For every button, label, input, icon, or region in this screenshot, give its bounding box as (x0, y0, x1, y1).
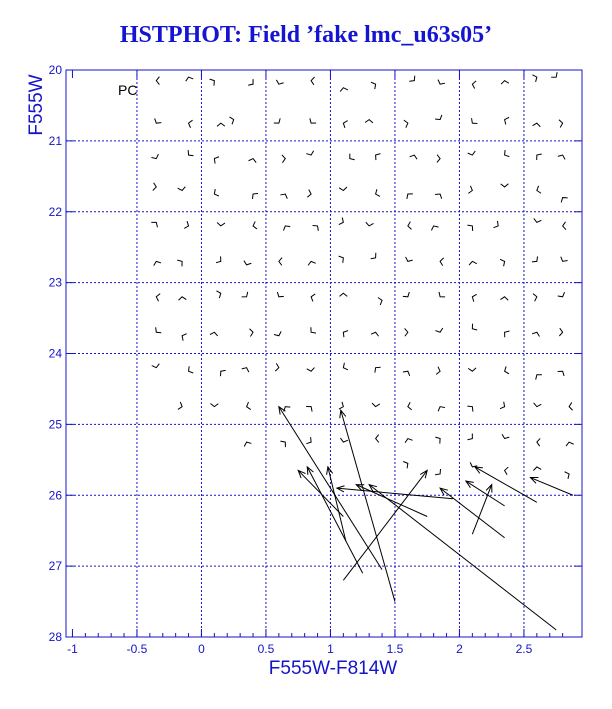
vector-arrow (307, 467, 362, 573)
vector-point (210, 332, 218, 336)
y-axis-label: F555W (26, 74, 47, 136)
vector-point (184, 221, 188, 228)
vector-point (340, 88, 348, 92)
vector-point (406, 257, 413, 261)
vector-point (308, 261, 316, 265)
x-tick-label: -1 (67, 642, 78, 656)
vector-point (472, 294, 476, 301)
vector-arrow (369, 485, 556, 630)
vector-point (566, 442, 574, 446)
y-tick-label: 23 (48, 275, 62, 290)
vector-point (371, 332, 379, 336)
vector-point (376, 154, 381, 160)
vector-point (404, 120, 408, 128)
vector-point (500, 297, 508, 300)
vector-point (217, 123, 225, 126)
vector-point (339, 217, 344, 224)
vector-point (409, 76, 414, 82)
vector-point (467, 434, 472, 440)
x-tick-label: 0.5 (257, 642, 275, 656)
vector-point (435, 328, 442, 332)
chart-title: HSTPHOT: Field ’fake lmc_u63s05’ (119, 22, 493, 48)
vector-point (505, 117, 509, 124)
vector-point (438, 80, 445, 85)
vector-point (440, 258, 444, 266)
vector-point (532, 332, 539, 336)
vector-point (217, 223, 225, 226)
vector-point (151, 154, 158, 159)
vector-point (405, 328, 408, 336)
vector-point (210, 403, 218, 406)
vector-point (410, 155, 417, 159)
vector-point (216, 291, 220, 298)
vector-point (533, 294, 537, 302)
vector-point (253, 221, 257, 229)
vector-point (532, 256, 538, 261)
vector-point (403, 371, 410, 376)
vector-point (229, 117, 233, 124)
vector-point (371, 253, 376, 259)
vector-point (177, 260, 182, 266)
vector-point (405, 439, 412, 443)
vector-point (435, 194, 442, 199)
vector-arrow (356, 485, 427, 517)
vector-point (214, 157, 219, 164)
vector-point (561, 198, 567, 203)
vector-point (501, 184, 509, 187)
y-tick-label: 28 (48, 630, 62, 644)
vector-point (558, 155, 565, 159)
vector-point (216, 256, 221, 262)
vector-point (505, 150, 510, 157)
vector-point (153, 183, 157, 191)
y-tick-label: 26 (48, 488, 62, 503)
vector-point (339, 187, 347, 191)
x-tick-label: -0.5 (126, 642, 148, 656)
y-tick-label: 22 (48, 204, 62, 219)
vector-point (210, 79, 215, 85)
vector-point (408, 402, 412, 410)
vector-point (249, 159, 257, 163)
x-axis-label: F555W-F814W (268, 658, 398, 679)
y-tick-label: 20 (48, 63, 62, 77)
vector-point (156, 294, 160, 302)
vector-point (343, 121, 347, 128)
vector-point (280, 441, 285, 447)
vector-point (310, 118, 316, 123)
vector-point (437, 155, 440, 163)
vector-point (378, 298, 382, 305)
vector-point (350, 154, 355, 160)
vector-point (311, 327, 316, 333)
vector-point (182, 334, 187, 341)
vector-point (274, 118, 280, 123)
vector-point (467, 225, 472, 231)
vector-point (178, 297, 186, 300)
vector-point (276, 80, 283, 84)
vector-point (188, 150, 193, 156)
vector-point (280, 194, 287, 199)
vector-point (277, 292, 283, 297)
vector-point (403, 462, 408, 469)
annotation-pc: PC (118, 82, 138, 98)
vector-arrow (530, 478, 573, 496)
vector-point (155, 118, 162, 123)
vector-point (537, 154, 542, 160)
vector-point (306, 437, 311, 444)
vector-point (563, 222, 566, 230)
vector-point (500, 259, 505, 266)
vector-point (558, 371, 564, 376)
vector-point (435, 437, 440, 443)
vector-point (275, 363, 279, 371)
vector-arrow (472, 485, 491, 535)
x-tick-label: 2.5 (515, 642, 533, 656)
vector-point (438, 407, 445, 412)
vector-arrow (337, 488, 453, 499)
vector-point (156, 77, 159, 85)
vector-point (365, 120, 373, 123)
vector-point (151, 222, 157, 227)
x-tick-label: 0 (198, 642, 205, 656)
vector-arrow (298, 470, 343, 516)
vector-point (339, 256, 344, 263)
vector-point (248, 79, 253, 85)
vector-point (469, 261, 477, 265)
vector-point (565, 472, 569, 479)
y-tick-label: 21 (48, 133, 62, 148)
vector-point (372, 403, 380, 407)
vector-point (439, 292, 445, 297)
vector-point (249, 329, 253, 337)
vector-point (339, 402, 343, 409)
vector-point (467, 406, 473, 412)
vector-point (436, 367, 440, 375)
vector-arrowhead (475, 467, 483, 473)
vector-point (156, 327, 162, 332)
vector-point (242, 368, 249, 372)
vector-arrow (343, 470, 427, 580)
vector-point (189, 120, 193, 128)
vector-point (505, 467, 509, 475)
vector-arrowhead (466, 481, 474, 488)
vector-point (435, 469, 440, 475)
vector-point (247, 402, 251, 410)
vector-point (189, 366, 194, 373)
vector-point (306, 407, 312, 412)
vector-point (559, 328, 562, 336)
vector-point (534, 403, 542, 407)
vector-point (376, 189, 380, 196)
vector-point (493, 221, 498, 228)
vector-point (214, 189, 219, 196)
vector-point (532, 75, 536, 82)
vector-point (340, 438, 348, 442)
vector-point (534, 218, 542, 222)
vector-point (154, 261, 161, 265)
vector-point (559, 120, 563, 128)
vector-point (375, 367, 381, 372)
vector-point (311, 77, 314, 85)
vector-point (178, 187, 186, 191)
y-tick-label: 27 (48, 559, 62, 574)
vector-point (533, 467, 541, 471)
vector-point (536, 375, 542, 380)
vector-point (343, 363, 348, 370)
vector-point (220, 370, 225, 376)
vector-point (311, 294, 315, 301)
vector-point (472, 324, 477, 330)
vector-point (537, 186, 541, 193)
vector-point (472, 81, 476, 89)
vector-point (306, 151, 313, 155)
vector-point (470, 462, 477, 467)
vector-point (502, 434, 509, 438)
x-tick-label: 1 (327, 642, 334, 656)
y-tick-label: 25 (48, 417, 62, 432)
vector-point (561, 257, 568, 262)
vector-point (343, 331, 348, 338)
vector-point (279, 258, 282, 266)
vector-point (252, 193, 258, 199)
vector-point (468, 151, 476, 155)
vector-point (505, 366, 509, 373)
vector-point (313, 226, 319, 231)
vector-point (472, 118, 478, 123)
vector-point (366, 222, 374, 226)
x-tick-label: 1.5 (386, 642, 404, 656)
vector-point (407, 194, 413, 199)
vector-point (435, 115, 442, 120)
vector-point (505, 331, 510, 337)
vector-point (242, 292, 248, 297)
vector-point (282, 155, 285, 163)
vector-point (431, 226, 438, 230)
vector-point (152, 364, 160, 368)
vector-point (468, 186, 472, 194)
vector-point (537, 438, 540, 446)
vector-point (186, 77, 193, 81)
vector-point (468, 368, 476, 371)
vector-point (500, 402, 505, 409)
vector-point (371, 82, 376, 89)
vector-point (244, 261, 251, 265)
vector-point (339, 293, 347, 296)
vector-point (569, 402, 573, 410)
x-tick-label: 2 (456, 642, 463, 656)
y-tick-label: 24 (48, 346, 62, 361)
vector-point (501, 81, 509, 85)
vector-point (283, 226, 290, 231)
vector-point (244, 442, 251, 446)
vector-point (307, 368, 315, 372)
vector-point (408, 222, 412, 230)
vector-point (178, 402, 182, 409)
vector-point (533, 123, 541, 127)
vector-point (274, 331, 281, 335)
vector-point (551, 72, 557, 77)
vector-point (376, 435, 379, 443)
vector-point (307, 190, 311, 198)
vector-point (403, 292, 409, 297)
vector-point (558, 292, 565, 297)
